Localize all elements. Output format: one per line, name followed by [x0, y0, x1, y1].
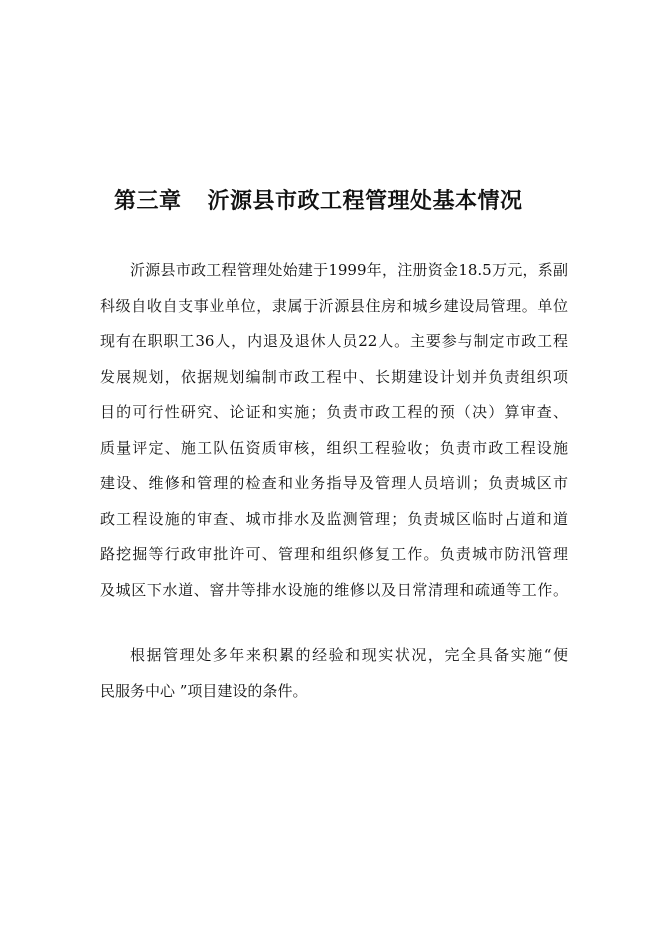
paragraph-line: 沂源县市政工程管理处始建于1999年，注册资金18.5万元，系副 [130, 261, 568, 279]
paragraph-line: 路挖掘等行政审批许可、管理和组织修复工作。负责城市防汛管理 [100, 545, 568, 563]
paragraph-organization-overview [100, 253, 568, 608]
chapter-heading: 沂源县市政工程管理处基本情况 [207, 188, 523, 214]
paragraph-line: 发展规划，依据规划编制市政工程中、长期建设计划并负责组织项 [100, 367, 568, 386]
paragraph-line: 建设、维修和管理的检查和业务指导及管理人员培训；负责城区市 [100, 474, 568, 492]
paragraph-line: 质量评定、施工队伍资质审核，组织工程验收；负责市政工程设施 [100, 438, 568, 457]
chapter-number: 第三章 [114, 188, 182, 214]
paragraph-line: 民服务中心 ”项目建设的条件。 [100, 681, 308, 700]
paragraph-line: 根据管理处多年来积累的经验和现实状况，完全具备实施“便 [130, 646, 568, 664]
paragraph-line: 科级自收自支事业单位，隶属于沂源县住房和城乡建设局管理。单位 [100, 296, 568, 315]
paragraph-conditions [100, 638, 568, 709]
paragraph-line: 现有在职职工36人，内退及退休人员22人。主要参与制定市政工程 [100, 332, 568, 350]
paragraph-line: 目的可行性研究、论证和实施；负责市政工程的预（决）算审查、 [100, 403, 568, 421]
paragraph-line: 及城区下水道、窨井等排水设施的维修以及日常清理和疏通等工作。 [100, 580, 568, 599]
paragraph-line: 政工程设施的审查、城市排水及监测管理；负责城区临时占道和道 [100, 509, 568, 528]
chapter-title [114, 184, 574, 218]
